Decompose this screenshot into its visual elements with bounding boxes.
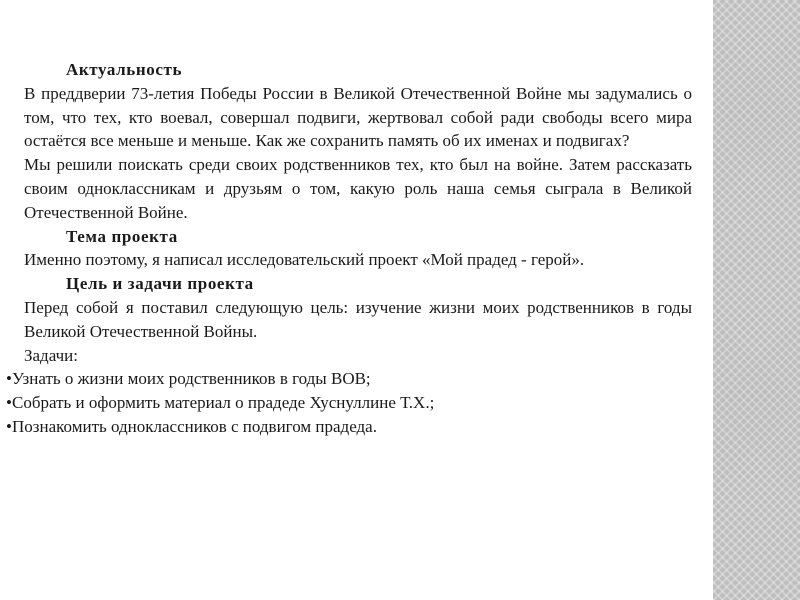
bullet-icon: • [6, 393, 12, 413]
slide-content [6, 58, 692, 439]
task-item [6, 367, 674, 391]
bullet-icon: • [6, 416, 12, 436]
task-item [6, 391, 674, 415]
task-text: Собрать и оформить материал о прадеде Хуснуллине Т.Х.; [12, 393, 435, 413]
paragraph-goals: Перед собой я поставил следующую цель: изучение жизни моих родственников в годы Великой Отечественной Войны. [24, 297, 692, 341]
task-text: Познакомить одноклассников с подвигом прадеда. [12, 416, 377, 436]
paragraph-actuality-1: В преддверии 73-летия Победы России в Великой Отечественной Войне мы задумались о том, что тех, кто воевал, совершал подвиги, жертвовал собой ради свободы всего мира остаётся все меньше и меньше. Как же сохранить память об их именах и подвигах? [24, 83, 692, 151]
task-text: Узнать о жизни моих родственников в годы ВОВ; [12, 369, 371, 389]
heading-actuality: Актуальность [66, 60, 183, 79]
tasks-label: Задачи: [24, 345, 78, 365]
heading-topic: Тема проекта [66, 226, 178, 246]
heading-goals: Цель и задачи проекта [66, 274, 254, 294]
paragraph-topic: Именно поэтому, я написал исследовательский проект «Мой прадед - герой». [24, 250, 585, 270]
tasks-list [6, 367, 674, 438]
paragraph-actuality-2: Мы решили поискать среди своих родственников тех, кто был на войне. Затем рассказать своим одноклассникам и друзьям о том, какую роль наша семья сыграла в Великой Отечественной Войне. [24, 155, 692, 222]
bullet-icon: • [6, 369, 12, 389]
decorative-side-panel [713, 0, 800, 600]
task-item [6, 415, 674, 439]
